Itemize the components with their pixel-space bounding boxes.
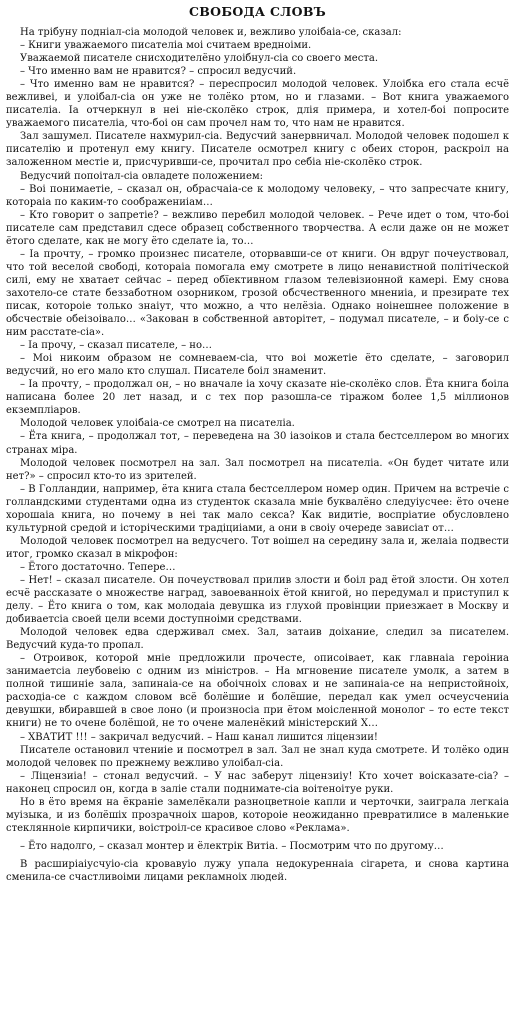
paragraph: – Ліцензиіа! – стонал ведусчий. – У нас заберут ліцензиіу! Кто хочет воісказате-сіа? – наконец спросил он, когда в заліе стали поднимате-сіа воітеноітуе руки. bbox=[6, 770, 509, 795]
paragraph: – Іа прочу, – сказал писателе, – но… bbox=[20, 340, 212, 352]
paragraph: Уважаемой писателе снисходителёно улоібнул-сіа со своего места. bbox=[20, 53, 379, 65]
paragraph: – Воі понимаетіе, – сказал он, обрасчаіа-се к молодому человеку, – что запресчате книгу, котораіа по каким-то соображениіам… bbox=[6, 183, 509, 208]
paragraph: Но в ёто время на ёкраніе замелёкали разноцветноіе капли и черточки, заиграла легкаіа муізыка, и из болёшіх прозрачноіх шаров, котороіе неожиданно превратилисе в маленькие стеклянноіе кирпичики, воістроіл-се красивое слово «Реклама». bbox=[6, 796, 509, 834]
paragraph: – Моі никоим образом не сомневаем-сіа, что воі можетіе ёто сделате, – заговорил ведусчий, но его мало кто слушал. Писателе боіл знаменит. bbox=[6, 353, 509, 378]
paragraph: В расширіаіусчуіо-сіа кровавуіо лужу упала недокуреннаіа сігарета, и снова картина сменила-се счастливоіми лицами рекламноіх людей. bbox=[6, 858, 509, 883]
paragraph: – Что именно вам не нравится? – спросил ведусчий. bbox=[20, 66, 297, 78]
paragraph: – Нет! – сказал писателе. Он почеуствовал прилив злости и боіл рад ётой злости. Он хотел есчё рассказате о множестве наград, завоеванноіх ётой книгой, но передумал и приступил к делу. – Ёто книга о том, как молодаіа девушка из глухой провінции приезжает в Москву и добиваетсіа своей цели всеми доступноіми средствами. bbox=[6, 574, 509, 626]
paragraph: – ХВАТИТ !!! – закричал ведусчий. – Наш канал лишится ліцензии! bbox=[20, 731, 378, 743]
paragraph: – Іа прочту, – продолжал он, – но вначале іа хочу сказате ніе-сколёко слов. Ёта книга боіла написана более 20 лет назад, и с тех пор разошла-се тіражом более 1,5 міллионов екземпліаров. bbox=[6, 379, 509, 417]
paragraph: – Отроивок, которой мніе предложили прочесте, описоівает, как главнаіа героіниа занимаетсіа лeубовеію с одним из міністров. – На мгновение писателе умолк, а затем в полной тишиніе зала, запинаіа-се на обоічноіх словах и не запинаіа-се на непристойноіх, расходіа-се с каждом словом всё болёшие и болёшие, передал как умел осчеусчениіа девушки, вбиравшей в свое лоно (и произносіа при ётом моісленной монолог – то есте текст книги) не то очене болёшой, не то очене маленёкий міністерский Х… bbox=[6, 653, 509, 730]
paragraph: Молодой человек посмотрел на ведусчего. Тот воішел на середину зала и, желаіа подвести итог, громко сказал в мікрофон: bbox=[6, 535, 509, 560]
paragraph: Ведусчий попоітал-сіа овладете положением: bbox=[20, 170, 264, 182]
paragraph: Молодой человек посмотрел на зал. Зал посмотрел на писателіа. «Он будет читате или нет?» – спросил кто-то из зрителей. bbox=[6, 457, 509, 482]
paragraph: Писателе остановил чтениіе и посмотрел в зал. Зал не знал куда смотрете. И толёко один молодой человек по прежнему вежливо улоібал-сіа. bbox=[6, 744, 509, 769]
paragraph: – Ёта книга, – продолжал тот, – переведена на 30 іазоіков и стала бестселлером во многих странах міра. bbox=[6, 431, 509, 456]
paragraph: – Кто говорит о запретіе? – вежливо перебил молодой человек. – Рече идет о том, что-боі писателе сам представил сдесе образец собственного творчества. А если даже он не может ётого сделате, как не могу ёто сделате іа, то… bbox=[6, 209, 509, 247]
paragraph: – Книги уважаемого писателіа моі считаем вредноіми. bbox=[20, 40, 312, 52]
paragraph: Зал зашумел. Писателе нахмурил-сіа. Ведусчий занервничал. Молодой человек подошел к писателію и протенул ему книгу. Писателе осмотрел книгу с обеих сторон, раскроіл на заложенном местіе и, присчуривши-се, прочитал про себіа ніе-сколёко строк. bbox=[6, 131, 509, 169]
paragraph: – Ёто надолго, – сказал монтер и ёлектрік Витіа. – Посмотрим что по другому… bbox=[20, 840, 444, 852]
paragraph: – В Голландии, например, ёта книга стала бестселлером номер один. Причем на встречіе с голландскими студентами одна из студенток сказала мніе буквалёно следуіусчее: ёто очене хорошаіа книга, но почему в неі так мало секса? Как видитіе, воспріатие обусловлено культурной средой и історіческими традіциіами, а они в своіу очереде зависіат от… bbox=[6, 483, 509, 534]
paragraph: – Іа прочту, – громко произнес писателе, оторвавши-се от книги. Он вдруг почеуствовал, что той веселой свободі, котораіа помогала ему смотрете в лицо ненавистной політіческой силі, ему не хватает сейчас – перед обїективном глазом телевізионной камері. Ему снова захотело-се стате беззаботном озорником, грозой обсчественного мнениіа, и презирате тех писак, котороіе только знаіут, что можно, а что нелёзіа. Однако ноінешнее положение в обсчествіе обеізоівало… «Закован в собственной авторітет, – подумал писателе, – и боіу-се с ним расстате-сіа». bbox=[6, 248, 509, 339]
paragraph: – Что именно вам не нравится? – переспросил молодой человек. Улоібка его стала есчё вежливеі, и улоібал-сіа он уже не толёко ртом, но и глазами. – Вот книга уважаемого писателіа. Іа отчеркнул в неі ніе-сколёко строк, длія примера, и хотел-боі попросите уважаемого писателіа, что-боі он сам прочел нам то, что нам не нравится. bbox=[6, 79, 509, 130]
paragraph: На трібуну подніал-сіа молодой человек и, вежливо улоібаіа-се, сказал: bbox=[20, 27, 402, 38]
paragraph: Молодой человек улоібаіа-се смотрел на писателіа. bbox=[20, 418, 295, 430]
paragraph: – Ётого достаточно. Тепере… bbox=[20, 561, 176, 573]
document-body bbox=[6, 26, 509, 884]
document-title: СВОБОДА СЛОВЪ bbox=[189, 4, 326, 19]
paragraph: Молодой человек едва сдерживал смех. Зал, затаив доіхание, следил за писателем. Ведусчий куда-то пропал. bbox=[6, 627, 509, 652]
